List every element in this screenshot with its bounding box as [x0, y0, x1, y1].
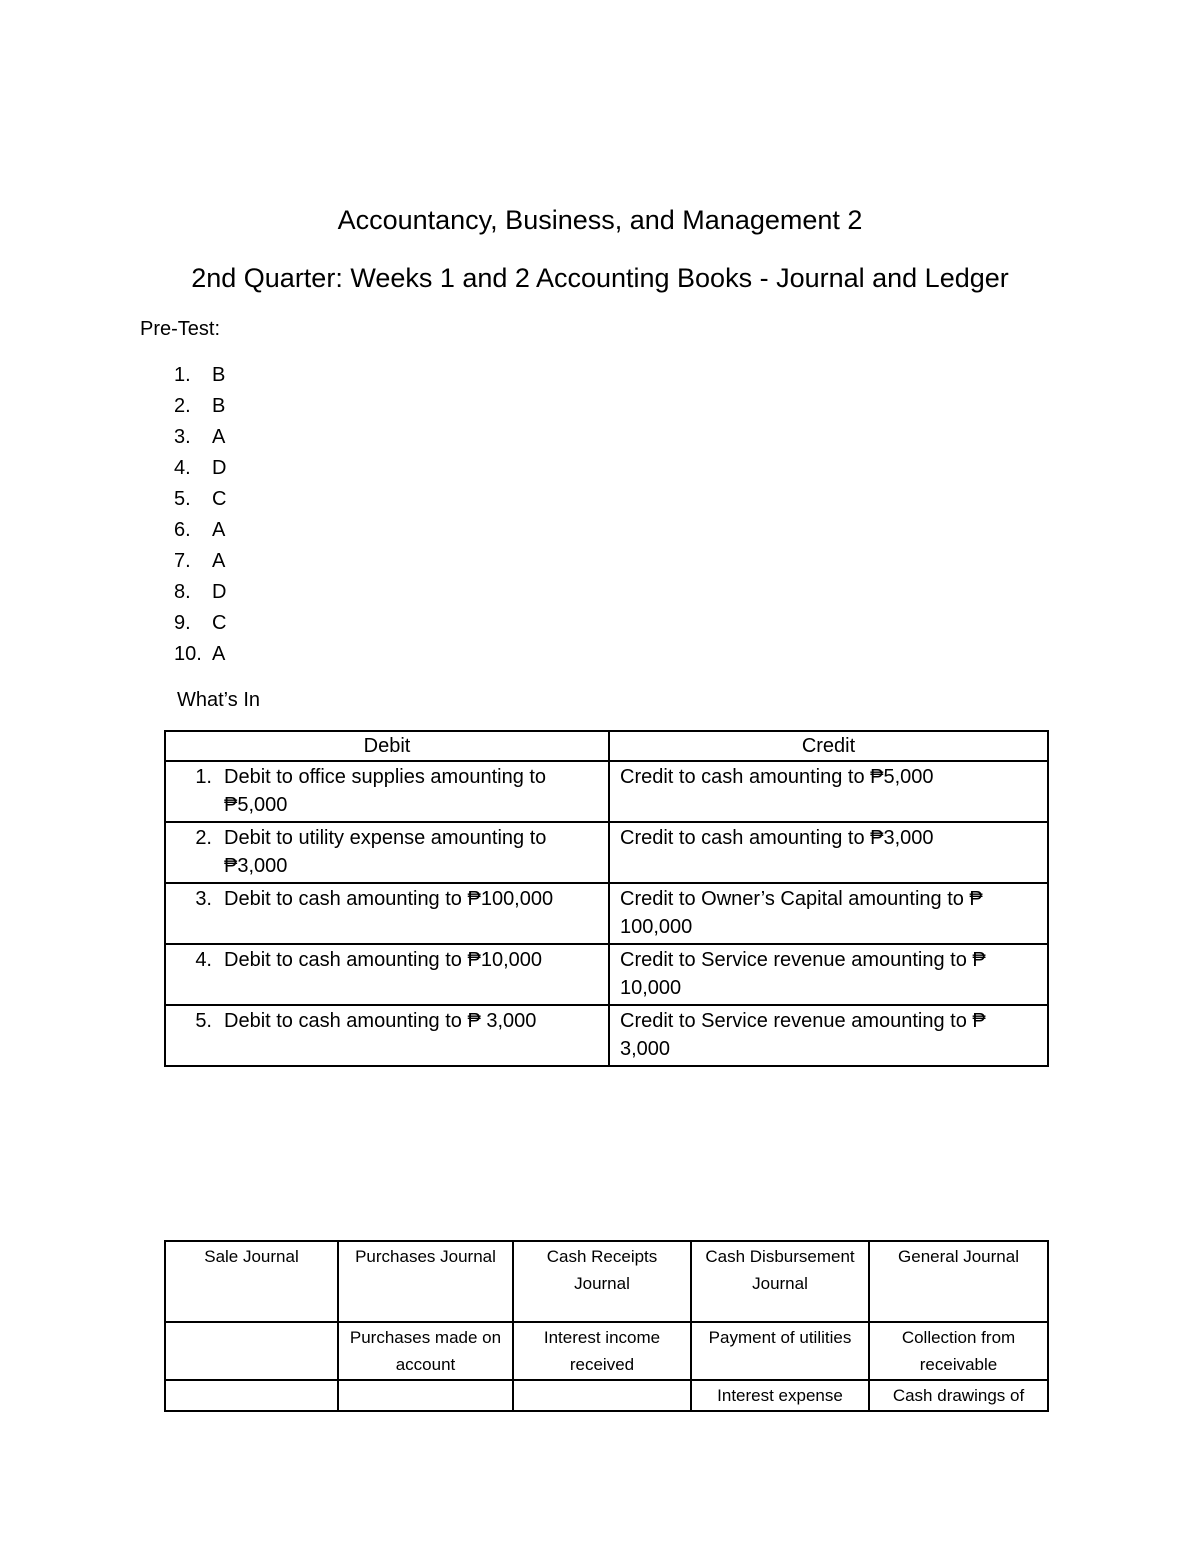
table-row — [165, 1380, 1048, 1411]
credit-cell: Credit to Service revenue amounting to ₱ 3,000 — [609, 1005, 1048, 1066]
list-item — [174, 361, 226, 392]
list-item — [174, 547, 226, 578]
answer-letter: B — [212, 395, 226, 417]
answer-number: 6. — [174, 519, 191, 541]
debit-cell — [165, 822, 609, 883]
column-header-cash-receipts-journal: Cash Receipts Journal — [513, 1241, 691, 1322]
pretest-answer-list — [174, 361, 226, 671]
debit-text: Debit to office supplies amounting to ₱5,000 — [224, 766, 547, 816]
table-row — [165, 1005, 1048, 1066]
table-cell: Interest income received — [513, 1322, 691, 1380]
answer-number: 8. — [174, 581, 191, 603]
table-row — [165, 822, 1048, 883]
list-item — [174, 392, 226, 423]
journals-table — [164, 1240, 1049, 1412]
answer-letter: A — [212, 519, 226, 541]
debit-text: Debit to cash amounting to ₱ 3,000 — [224, 1010, 537, 1032]
answer-number: 3. — [174, 426, 191, 448]
debit-text: Debit to cash amounting to ₱100,000 — [224, 888, 554, 910]
table-cell: Cash drawings of — [869, 1380, 1048, 1411]
pretest-label: Pre-Test: — [140, 318, 221, 340]
answer-letter: A — [212, 426, 226, 448]
answer-number: 7. — [174, 550, 191, 572]
answer-letter: C — [212, 612, 227, 634]
table-row — [165, 944, 1048, 1005]
column-header-cash-disbursement-journal: Cash Disbursement Journal — [691, 1241, 869, 1322]
answer-letter: C — [212, 488, 227, 510]
table-cell: Payment of utilities — [691, 1322, 869, 1380]
column-header-purchases-journal: Purchases Journal — [338, 1241, 513, 1322]
credit-cell: Credit to cash amounting to ₱5,000 — [609, 761, 1048, 822]
document-subtitle: 2nd Quarter: Weeks 1 and 2 Accounting Books - Journal and Ledger — [191, 263, 1009, 293]
column-header-sale-journal: Sale Journal — [165, 1241, 338, 1322]
debit-text: Debit to utility expense amounting to ₱3,000 — [224, 827, 547, 877]
entry-number: 5. — [195, 1010, 212, 1032]
credit-cell: Credit to Owner’s Capital amounting to ₱ 100,000 — [609, 883, 1048, 944]
answer-letter: D — [212, 581, 227, 603]
table-cell: Purchases made on account — [338, 1322, 513, 1380]
table-cell — [513, 1380, 691, 1411]
column-header-debit: Debit — [165, 731, 609, 761]
list-item — [174, 516, 226, 547]
entry-number: 1. — [195, 766, 212, 788]
whats-in-label: What’s In — [177, 689, 260, 711]
entry-number: 2. — [195, 827, 212, 849]
answer-letter: B — [212, 364, 226, 386]
table-cell: Collection from receivable — [869, 1322, 1048, 1380]
debit-cell — [165, 1005, 609, 1066]
answer-number: 9. — [174, 612, 191, 634]
table-row — [165, 883, 1048, 944]
table-cell — [338, 1380, 513, 1411]
table-header-row — [165, 731, 1048, 761]
table-cell — [165, 1380, 338, 1411]
table-cell — [165, 1322, 338, 1380]
list-item — [174, 454, 226, 485]
answer-letter: A — [212, 643, 226, 665]
list-item — [174, 423, 226, 454]
table-cell: Interest expense — [691, 1380, 869, 1411]
table-row — [165, 761, 1048, 822]
entry-number: 3. — [195, 888, 212, 910]
column-header-general-journal: General Journal — [869, 1241, 1048, 1322]
list-item — [174, 578, 226, 609]
debit-cell — [165, 944, 609, 1005]
answer-number: 4. — [174, 457, 191, 479]
table-header-row — [165, 1241, 1048, 1322]
credit-cell: Credit to Service revenue amounting to ₱ 10,000 — [609, 944, 1048, 1005]
debit-credit-table — [164, 730, 1049, 1067]
list-item — [174, 640, 226, 671]
answer-letter: A — [212, 550, 226, 572]
debit-text: Debit to cash amounting to ₱10,000 — [224, 949, 542, 971]
debit-cell — [165, 883, 609, 944]
column-header-credit: Credit — [609, 731, 1048, 761]
table-row — [165, 1322, 1048, 1380]
debit-cell — [165, 761, 609, 822]
answer-letter: D — [212, 457, 227, 479]
answer-number: 2. — [174, 395, 191, 417]
entry-number: 4. — [195, 949, 212, 971]
list-item — [174, 485, 226, 516]
credit-cell: Credit to cash amounting to ₱3,000 — [609, 822, 1048, 883]
document-title: Accountancy, Business, and Management 2 — [337, 205, 863, 235]
list-item — [174, 609, 226, 640]
answer-number: 10. — [174, 643, 202, 665]
answer-number: 1. — [174, 364, 191, 386]
answer-number: 5. — [174, 488, 191, 510]
